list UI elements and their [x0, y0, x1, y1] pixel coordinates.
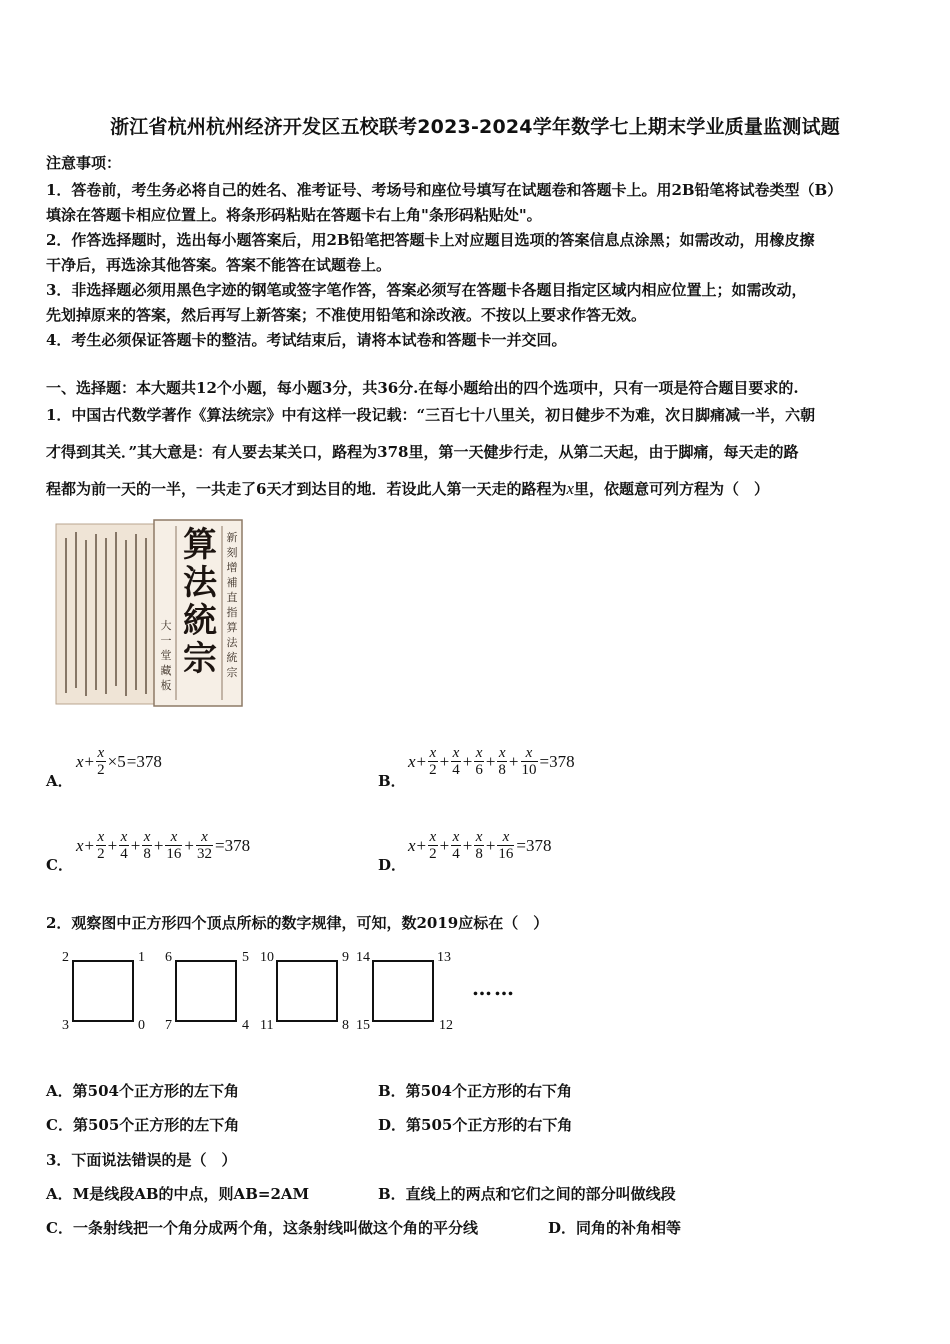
section-heading: 一、选择题：本大题共12个小题，每小题3分，共36分.在每小题给出的四个选项中，只有一项是符合题目要求的. — [46, 379, 799, 397]
square-1 — [72, 960, 134, 1022]
q2-option-c[interactable]: C．第505个正方形的左下角 — [46, 1116, 240, 1134]
notice-line: 4．考生必须保证答题卡的整洁。考试结束后，请将本试卷和答题卡一并交回。 — [46, 331, 567, 349]
square-4 — [372, 960, 434, 1022]
q2-option-d[interactable]: D．第505个正方形的右下角 — [378, 1116, 573, 1134]
corner-number: 12 — [439, 1018, 453, 1033]
option-label: C． — [46, 856, 73, 874]
corner-number: 15 — [356, 1018, 370, 1033]
corner-number: 0 — [138, 1018, 145, 1033]
q2-stem: 2．观察图中正方形四个顶点所标的数字规律，可知，数2019应标在（ ） — [46, 914, 549, 932]
equation: x + $\frac{x}{2}$ + $\frac{x}{4}$ + $\frac{x}{8}$ + $\frac{x}{16}$ =378 — [408, 829, 552, 862]
q3-option-a[interactable]: A．M是线段AB的中点，则AB=2AM — [46, 1185, 310, 1203]
q3-option-d[interactable]: D．同角的补角相等 — [548, 1219, 682, 1237]
notice-line: 干净后，再选涂其他答案。答案不能答在试题卷上。 — [46, 256, 392, 274]
q2-option-a[interactable]: A．第504个正方形的左下角 — [46, 1082, 239, 1100]
corner-number: 3 — [62, 1018, 69, 1033]
option-label: D． — [378, 856, 407, 874]
corner-number: 8 — [342, 1018, 349, 1033]
book-side-text: 新刻增補直指算法統宗 — [226, 531, 238, 679]
notice-line: 1．答卷前，考生务必将自己的姓名、准考证号、考场号和座位号填写在试题卷和答题卡上。用2B铅笔将试卷类型（B） — [46, 181, 843, 199]
book-title: 算 法 統 宗 — [183, 525, 217, 679]
book-bottom-text: 大一堂藏板 — [160, 619, 172, 692]
notice-line: 2．作答选择题时，选出每小题答案后，用2B铅笔把答题卡上对应题目选项的答案信息点涂黑；如需改动，用橡皮擦 — [46, 231, 815, 249]
corner-number: 11 — [260, 1018, 274, 1033]
corner-number: 6 — [165, 950, 172, 965]
q3-stem: 3．下面说法错误的是（ ） — [46, 1151, 237, 1169]
square-2 — [175, 960, 237, 1022]
q3-option-b[interactable]: B．直线上的两点和它们之间的部分叫做线段 — [378, 1185, 676, 1203]
notice-heading: 注意事项： — [46, 154, 122, 172]
corner-number: 2 — [62, 950, 69, 965]
corner-number: 1 — [138, 950, 145, 965]
option-label: A． — [46, 772, 73, 790]
notice-line: 3．非选择题必须用黑色字迹的钢笔或签字笔作答，答案必须写在答题卡各题目指定区域内相应位置上；如需改动， — [46, 281, 807, 299]
page-title: 浙江省杭州杭州经济开发区五校联考2023-2024学年数学七上期末学业质量监测试题 — [110, 116, 840, 138]
q1-stem-line: 才得到其关．”其大意是：有人要去某关口，路程为378里，第一天健步行走，从第二天起，由于脚痛，每天走的路 — [46, 443, 799, 461]
square-3 — [276, 960, 338, 1022]
corner-number: 7 — [165, 1018, 172, 1033]
equation: x + $\frac{x}{2}$ ×5 =378 — [76, 745, 162, 778]
corner-number: 4 — [242, 1018, 249, 1033]
corner-number: 5 — [242, 950, 249, 965]
q2-option-b[interactable]: B．第504个正方形的右下角 — [378, 1082, 572, 1100]
ellipsis: …… — [472, 976, 516, 1000]
suanfa-tongzong-book-image — [52, 518, 246, 708]
corner-number: 10 — [260, 950, 274, 965]
equation: x + $\frac{x}{2}$ + $\frac{x}{4}$ + $\frac{x}{6}$ + $\frac{x}{8}$ + $\frac{x}{10}$ =378 — [408, 745, 575, 778]
q3-option-c[interactable]: C．一条射线把一个角分成两个角，这条射线叫做这个角的平分线 — [46, 1219, 478, 1237]
corner-number: 14 — [356, 950, 370, 965]
notice-line: 填涂在答题卡相应位置上。将条形码粘贴在答题卡右上角"条形码粘贴处"。 — [46, 206, 542, 224]
option-label: B． — [378, 772, 406, 790]
q1-stem-line: 1．中国古代数学著作《算法统宗》中有这样一段记载：“三百七十八里关，初日健步不为难，次日脚痛减一半，六朝 — [46, 406, 816, 424]
equation: x + $\frac{x}{2}$ + $\frac{x}{4}$ + $\frac{x}{8}$ + $\frac{x}{16}$ + $\frac{x}{32}$ =378 — [76, 829, 251, 862]
corner-number: 9 — [342, 950, 349, 965]
corner-number: 13 — [437, 950, 451, 965]
q1-stem-line: 程都为前一天的一半，一共走了6天才到达目的地．若设此人第一天走的路程为x里，依题意可列方程为（ ） — [46, 479, 770, 498]
notice-line: 先划掉原来的答案，然后再写上新答案；不准使用铅笔和涂改液。不按以上要求作答无效。 — [46, 306, 647, 324]
